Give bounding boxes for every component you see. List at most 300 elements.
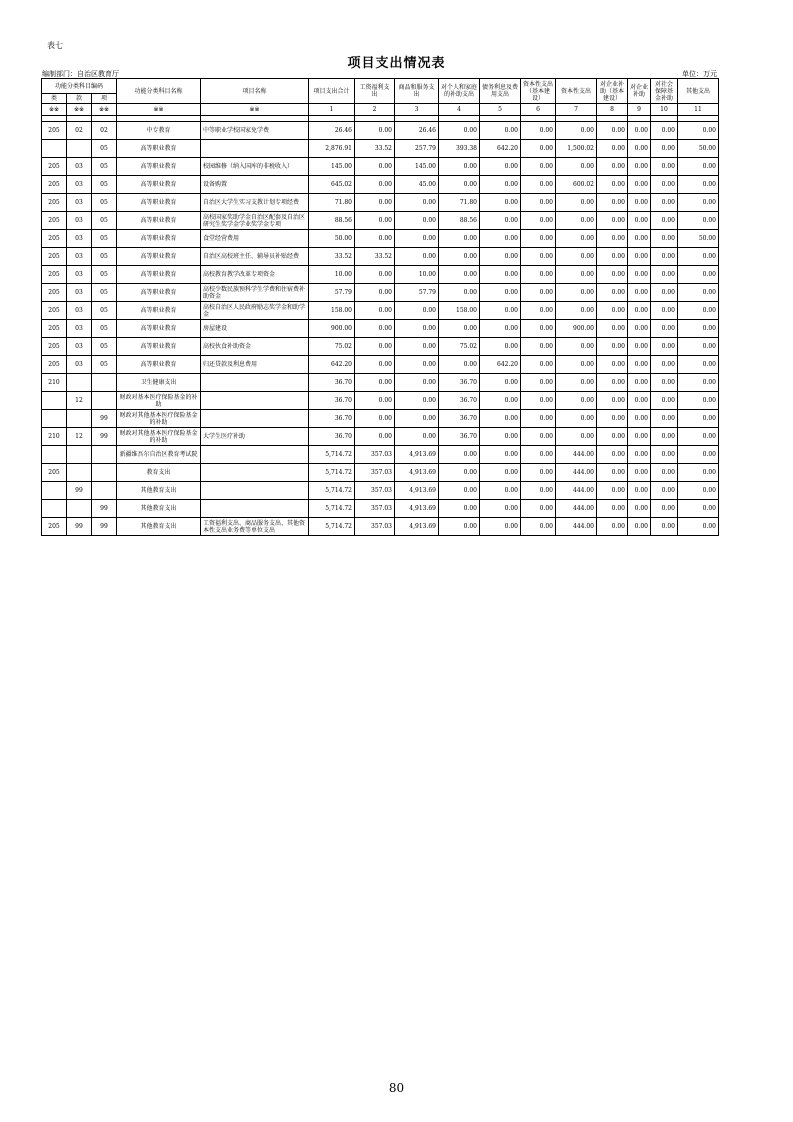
amount-cell: 0.00 [439,266,480,284]
code-kuan-cell: 99 [67,482,92,500]
project-name-cell: 高校伙食补助资金 [201,338,309,356]
amount-cell: 357.03 [355,464,395,482]
project-name-cell [201,140,309,158]
amount-cell: 0.00 [395,338,439,356]
code-kuan-cell: 03 [67,302,92,320]
amount-cell: 0.00 [521,464,556,482]
amount-cell: 900.00 [309,320,355,338]
amount-cell: 0.00 [678,518,719,536]
amount-cell: 0.00 [678,464,719,482]
table-row [42,122,719,140]
amount-cell: 0.00 [355,374,395,392]
project-name-cell: 自治区大学生实习支教计划专项经费 [201,194,309,212]
amount-cell: 0.00 [678,500,719,518]
amount-cell: 0.00 [521,428,556,446]
func-name-cell: 高等职业教育 [117,266,201,284]
amount-cell: 0.00 [439,464,480,482]
amount-cell: 0.00 [480,338,521,356]
table-row [42,266,719,284]
amount-cell: 645.02 [309,176,355,194]
amount-cell: 357.03 [355,482,395,500]
amount-cell: 0.00 [521,230,556,248]
amount-cell: 0.00 [480,518,521,536]
col-group-header: 功能分类科目编码 [42,79,117,94]
code-xiang-cell: 99 [92,518,117,536]
amount-cell: 0.00 [521,248,556,266]
code-xiang-cell: 05 [92,140,117,158]
table-row [42,464,719,482]
amount-cell: 0.00 [678,158,719,176]
amount-cell: 4,913.69 [395,518,439,536]
amount-cell: 444.00 [556,500,597,518]
amount-cell: 0.00 [355,176,395,194]
amount-cell: 0.00 [480,500,521,518]
amount-cell: 0.00 [678,284,719,302]
project-name-cell [201,482,309,500]
amount-cell: 88.56 [439,212,480,230]
project-name-cell: 自治区高校班主任、辅导员补贴经费 [201,248,309,266]
code-xiang-cell [92,446,117,464]
code-lei-cell: 205 [42,212,67,230]
col-metric: 其他支出 [678,79,719,104]
amount-cell: 0.00 [651,140,678,158]
code-kuan-cell [67,140,92,158]
code-lei-cell: 205 [42,194,67,212]
amount-cell: 0.00 [480,428,521,446]
amount-cell: 0.00 [628,518,651,536]
code-kuan-cell: 99 [67,518,92,536]
amount-cell: 0.00 [556,284,597,302]
amount-cell: 0.00 [521,374,556,392]
amount-cell: 0.00 [628,446,651,464]
amount-cell: 0.00 [597,302,628,320]
code-xiang-cell: 02 [92,122,117,140]
index-cell: 8 [597,104,628,116]
amount-cell: 0.00 [439,320,480,338]
project-name-cell: 高校教育教学改革专项资金 [201,266,309,284]
func-name-cell: 财政对其他基本医疗保险基金的补助 [117,428,201,446]
amount-cell: 0.00 [480,284,521,302]
amount-cell: 10.00 [395,266,439,284]
amount-cell: 0.00 [355,320,395,338]
func-name-cell: 高等职业教育 [117,356,201,374]
index-cell: 6 [521,104,556,116]
page-title: 项目支出情况表 [347,56,446,71]
amount-cell: 0.00 [395,320,439,338]
amount-cell: 0.00 [521,446,556,464]
code-kuan-cell [67,500,92,518]
amount-cell: 0.00 [678,392,719,410]
amount-cell: 0.00 [628,212,651,230]
amount-cell: 0.00 [439,356,480,374]
code-lei-cell: 205 [42,320,67,338]
amount-cell: 36.70 [309,410,355,428]
amount-cell: 444.00 [556,446,597,464]
code-lei-cell: 205 [42,518,67,536]
amount-cell: 0.00 [597,428,628,446]
amount-cell: 0.00 [651,284,678,302]
code-kuan-cell: 03 [67,320,92,338]
amount-cell: 36.70 [309,392,355,410]
amount-cell: 57.79 [395,284,439,302]
func-name-cell: 新疆维吾尔自治区教育考试院 [117,446,201,464]
col-metric: 对社会保障基金补助 [651,79,678,104]
amount-cell: 0.00 [597,446,628,464]
amount-cell: 0.00 [678,410,719,428]
col-metric: 对企业补助 [628,79,651,104]
amount-cell: 0.00 [480,158,521,176]
project-name-cell: 食堂经营费用 [201,230,309,248]
code-lei-cell [42,140,67,158]
amount-cell: 0.00 [678,122,719,140]
table-body [42,122,719,536]
amount-cell: 0.00 [521,482,556,500]
amount-cell: 0.00 [556,428,597,446]
amount-cell: 0.00 [651,248,678,266]
amount-cell: 0.00 [597,266,628,284]
amount-cell: 158.00 [309,302,355,320]
amount-cell: 900.00 [556,320,597,338]
code-xiang-cell: 05 [92,176,117,194]
amount-cell: 0.00 [597,158,628,176]
amount-cell: 88.56 [309,212,355,230]
amount-cell: 0.00 [628,500,651,518]
amount-cell: 0.00 [597,338,628,356]
amount-cell: 0.00 [678,374,719,392]
amount-cell: 10.00 [309,266,355,284]
amount-cell: 0.00 [651,212,678,230]
amount-cell: 0.00 [597,356,628,374]
amount-cell: 0.00 [439,230,480,248]
code-kuan-cell: 03 [67,284,92,302]
code-xiang-cell [92,482,117,500]
amount-cell: 26.46 [395,122,439,140]
col-project-name: 项目名称 [201,79,309,104]
amount-cell: 0.00 [480,464,521,482]
amount-cell: 0.00 [651,230,678,248]
code-kuan-cell: 03 [67,248,92,266]
code-lei-cell [42,392,67,410]
amount-cell: 36.70 [309,428,355,446]
amount-cell: 71.80 [439,194,480,212]
project-expenditure-table [41,78,719,536]
amount-cell: 0.00 [556,248,597,266]
amount-cell: 0.00 [597,122,628,140]
amount-cell: 0.00 [597,212,628,230]
amount-cell: 0.00 [480,374,521,392]
amount-cell: 0.00 [480,320,521,338]
code-xiang-cell [92,392,117,410]
code-kuan-cell: 03 [67,338,92,356]
amount-cell: 0.00 [651,374,678,392]
col-metric: 对企业补助（基本建设） [597,79,628,104]
amount-cell: 0.00 [521,392,556,410]
amount-cell: 0.00 [439,176,480,194]
func-name-cell: 高等职业教育 [117,158,201,176]
amount-cell: 75.02 [439,338,480,356]
amount-cell: 444.00 [556,518,597,536]
table-row [42,518,719,536]
amount-cell: 0.00 [439,482,480,500]
amount-cell: 0.00 [597,464,628,482]
amount-cell: 0.00 [439,158,480,176]
amount-cell: 0.00 [678,428,719,446]
amount-cell: 0.00 [628,302,651,320]
amount-cell: 5,714.72 [309,482,355,500]
amount-cell: 0.00 [628,266,651,284]
code-lei-cell: 205 [42,284,67,302]
code-lei-cell: 205 [42,338,67,356]
col-lei: 类 [42,94,67,104]
amount-cell: 0.00 [651,356,678,374]
amount-cell: 4,913.69 [395,500,439,518]
amount-cell: 0.00 [521,410,556,428]
amount-cell: 0.00 [355,284,395,302]
amount-cell: 0.00 [628,428,651,446]
amount-cell: 0.00 [597,374,628,392]
amount-cell: 0.00 [651,464,678,482]
code-lei-cell: 205 [42,356,67,374]
code-kuan-cell: 03 [67,194,92,212]
amount-cell: 0.00 [480,266,521,284]
amount-cell: 0.00 [521,356,556,374]
amount-cell: 0.00 [597,500,628,518]
amount-cell: 0.00 [628,248,651,266]
amount-cell: 0.00 [678,338,719,356]
code-xiang-cell: 05 [92,356,117,374]
code-kuan-cell: 12 [67,428,92,446]
amount-cell: 0.00 [521,320,556,338]
amount-cell: 0.00 [480,122,521,140]
table-row [42,446,719,464]
col-metric: 资本性支出（基本建设） [521,79,556,104]
index-cell: 3 [395,104,439,116]
col-metric: 项目支出合计 [309,79,355,104]
func-name-cell: 高等职业教育 [117,194,201,212]
amount-cell: 0.00 [597,140,628,158]
code-kuan-cell: 03 [67,212,92,230]
amount-cell: 0.00 [355,158,395,176]
amount-cell: 33.52 [309,248,355,266]
header-row [42,79,719,94]
col-metric: 对个人和家庭的补助支出 [439,79,480,104]
func-name-cell: 财政对其他基本医疗保险基金的补助 [117,410,201,428]
amount-cell: 0.00 [355,212,395,230]
code-xiang-cell: 99 [92,500,117,518]
amount-cell: 0.00 [556,338,597,356]
project-name-cell: 高校少数民族预科学生学费和住宿费补助资金 [201,284,309,302]
index-cell: 10 [651,104,678,116]
amount-cell: 642.20 [309,356,355,374]
amount-cell: 0.00 [651,320,678,338]
code-lei-cell: 205 [42,158,67,176]
code-lei-cell: 205 [42,230,67,248]
func-name-cell: 高等职业教育 [117,230,201,248]
amount-cell: 0.00 [628,356,651,374]
project-name-cell: 工资福利支出、商品服务支出、其他资本性支出业务费等单位支出 [201,518,309,536]
index-cell: 7 [556,104,597,116]
index-cell: ※※ [92,104,117,116]
code-xiang-cell: 05 [92,302,117,320]
project-name-cell [201,446,309,464]
amount-cell: 0.00 [395,374,439,392]
func-name-cell: 高等职业教育 [117,320,201,338]
amount-cell: 0.00 [395,212,439,230]
table-row [42,356,719,374]
amount-cell: 0.00 [355,122,395,140]
amount-cell: 0.00 [556,230,597,248]
amount-cell: 393.38 [439,140,480,158]
amount-cell: 0.00 [597,194,628,212]
code-lei-cell: 210 [42,428,67,446]
amount-cell: 0.00 [597,230,628,248]
amount-cell: 0.00 [480,212,521,230]
code-lei-cell: 205 [42,302,67,320]
table-row [42,140,719,158]
code-xiang-cell: 05 [92,338,117,356]
amount-cell: 75.02 [309,338,355,356]
col-xiang: 项 [92,94,117,104]
amount-cell: 0.00 [678,482,719,500]
amount-cell: 0.00 [651,392,678,410]
project-name-cell: 高校自治区人民政府励志奖学金和助学金 [201,302,309,320]
page-number: 80 [388,1081,405,1095]
amount-cell: 0.00 [355,338,395,356]
code-kuan-cell: 03 [67,356,92,374]
amount-cell: 36.70 [439,392,480,410]
project-name-cell: 归还贷款及利息费用 [201,356,309,374]
table-row [42,374,719,392]
amount-cell: 5,714.72 [309,500,355,518]
amount-cell: 0.00 [678,446,719,464]
amount-cell: 0.00 [651,338,678,356]
table-row [42,248,719,266]
col-func-name: 功能分类科目名称 [117,79,201,104]
amount-cell: 0.00 [651,518,678,536]
amount-cell: 1,500.02 [556,140,597,158]
amount-cell: 257.79 [395,140,439,158]
amount-cell: 0.00 [521,158,556,176]
index-cell: 11 [678,104,719,116]
amount-cell: 0.00 [395,410,439,428]
amount-cell: 145.00 [309,158,355,176]
code-xiang-cell [92,464,117,482]
amount-cell: 0.00 [395,356,439,374]
amount-cell: 642.20 [480,356,521,374]
project-name-cell: 大学生医疗补助 [201,428,309,446]
project-name-cell [201,410,309,428]
amount-cell: 50.00 [678,230,719,248]
project-name-cell: 校园维修（纳入国库的非税收入） [201,158,309,176]
amount-cell: 0.00 [355,194,395,212]
amount-cell: 0.00 [556,194,597,212]
amount-cell: 0.00 [556,122,597,140]
amount-cell: 0.00 [556,266,597,284]
table-row [42,158,719,176]
amount-cell: 0.00 [556,158,597,176]
index-cell: 2 [355,104,395,116]
amount-cell: 0.00 [597,410,628,428]
code-kuan-cell: 03 [67,176,92,194]
amount-cell: 36.70 [439,428,480,446]
table-row [42,500,719,518]
project-name-cell: 房屋建设 [201,320,309,338]
amount-cell: 0.00 [556,212,597,230]
code-xiang-cell [92,374,117,392]
project-name-cell: 高校国家奖助学金自治区配套及自治区研究生奖学金学业奖学金专项 [201,212,309,230]
amount-cell: 33.52 [355,248,395,266]
code-xiang-cell: 05 [92,284,117,302]
func-name-cell: 教育支出 [117,464,201,482]
amount-cell: 0.00 [395,194,439,212]
amount-cell: 0.00 [628,338,651,356]
amount-cell: 0.00 [355,356,395,374]
project-name-cell [201,500,309,518]
func-name-cell: 其他教育支出 [117,482,201,500]
amount-cell: 0.00 [628,320,651,338]
index-cell: ※※ [67,104,92,116]
amount-cell: 0.00 [521,284,556,302]
table-row [42,212,719,230]
dept-label: 编制部门：自治区教育厅 [42,70,119,78]
amount-cell: 0.00 [395,428,439,446]
func-name-cell: 高等职业教育 [117,212,201,230]
amount-cell: 0.00 [439,248,480,266]
amount-cell: 0.00 [597,176,628,194]
code-xiang-cell: 05 [92,158,117,176]
amount-cell: 0.00 [628,374,651,392]
code-lei-cell: 205 [42,176,67,194]
amount-cell: 357.03 [355,518,395,536]
amount-cell: 0.00 [651,176,678,194]
code-lei-cell: 205 [42,122,67,140]
amount-cell: 0.00 [556,410,597,428]
amount-cell: 0.00 [597,392,628,410]
amount-cell: 0.00 [521,500,556,518]
amount-cell: 0.00 [480,446,521,464]
func-name-cell: 卫生健康支出 [117,374,201,392]
amount-cell: 0.00 [651,446,678,464]
amount-cell: 36.70 [309,374,355,392]
table-row [42,320,719,338]
index-cell: ※※ [42,104,67,116]
amount-cell: 0.00 [556,392,597,410]
amount-cell: 33.52 [355,140,395,158]
amount-cell: 4,913.69 [395,482,439,500]
amount-cell: 0.00 [678,266,719,284]
col-metric: 工资福利支出 [355,79,395,104]
code-xiang-cell: 05 [92,230,117,248]
amount-cell: 0.00 [597,518,628,536]
amount-cell: 2,876.91 [309,140,355,158]
amount-cell: 45.00 [395,176,439,194]
amount-cell: 0.00 [480,482,521,500]
code-lei-cell: 205 [42,266,67,284]
amount-cell: 0.00 [628,176,651,194]
code-xiang-cell: 05 [92,320,117,338]
func-name-cell: 其他教育支出 [117,518,201,536]
code-kuan-cell: 03 [67,266,92,284]
code-kuan-cell: 02 [67,122,92,140]
project-name-cell [201,464,309,482]
amount-cell: 0.00 [355,392,395,410]
amount-cell: 0.00 [556,302,597,320]
amount-cell: 0.00 [395,248,439,266]
code-kuan-cell [67,374,92,392]
func-name-cell: 高等职业教育 [117,248,201,266]
unit-label: 单位：万元 [682,70,717,78]
table-row [42,338,719,356]
